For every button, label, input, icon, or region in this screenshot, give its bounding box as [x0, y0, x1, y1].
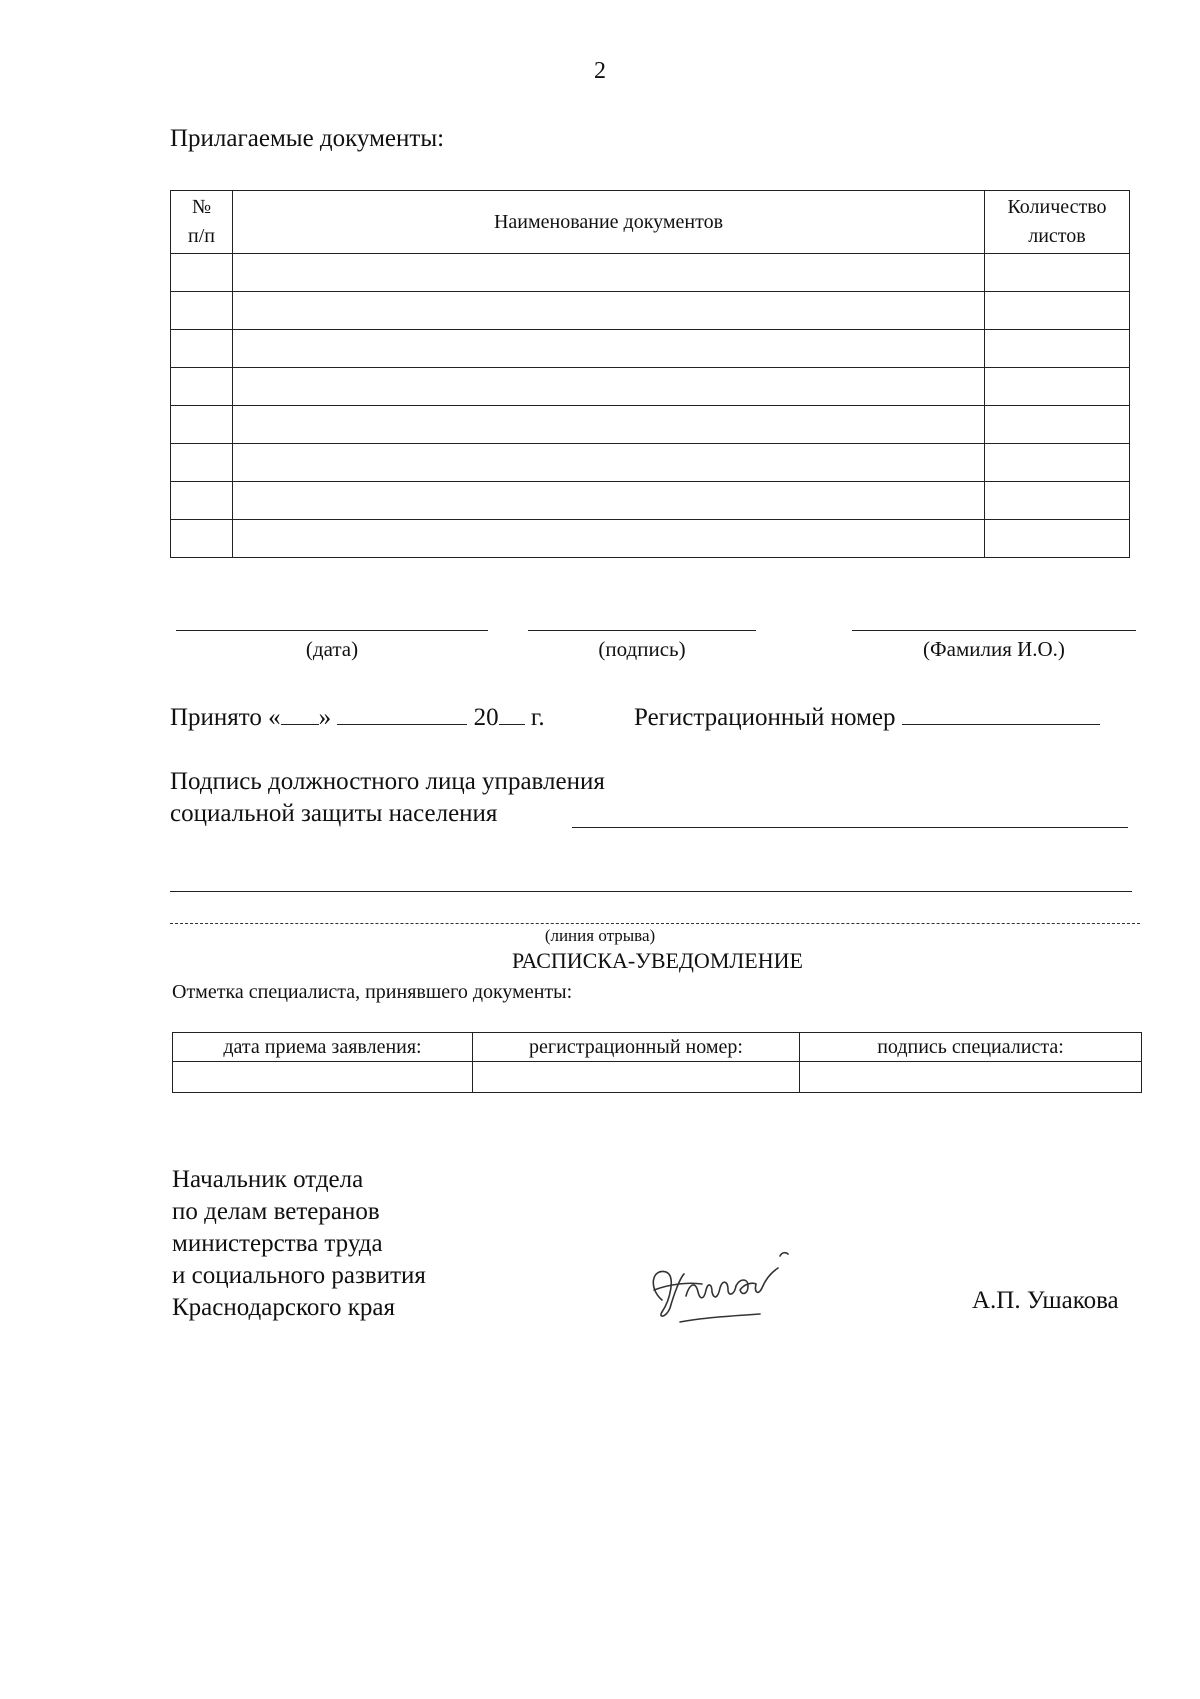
header-number — [171, 191, 233, 254]
cell-sheet-count[interactable] — [985, 520, 1130, 558]
official-signature-blank[interactable] — [572, 827, 1128, 828]
cell-sheet-count[interactable] — [985, 330, 1130, 368]
quote-close: » — [318, 704, 332, 731]
day-blank[interactable] — [281, 704, 319, 725]
tear-line-caption: (линия отрыва) — [544, 926, 656, 945]
receipt-cell-date[interactable] — [173, 1062, 473, 1093]
date-caption: (дата) — [305, 637, 359, 661]
table-row — [171, 482, 1130, 520]
receipt-table — [172, 1032, 1142, 1093]
signatory-line: и социального развития — [172, 1262, 426, 1289]
receipt-row — [173, 1062, 1142, 1093]
header-number-symbol: № — [191, 196, 212, 218]
cell-sheet-count[interactable] — [985, 254, 1130, 292]
receipt-header-signature: подпись специалиста: — [800, 1033, 1142, 1062]
year-prefix: 20 — [473, 704, 499, 731]
registration-number-blank[interactable] — [902, 704, 1100, 725]
cell-number[interactable] — [171, 444, 233, 482]
signatory-line: министерства труда — [172, 1230, 383, 1257]
cell-number[interactable] — [171, 254, 233, 292]
cell-document-name[interactable] — [233, 520, 985, 558]
table-row — [171, 254, 1130, 292]
cell-document-name[interactable] — [233, 406, 985, 444]
header-sheet-count-line1: Количество — [1007, 196, 1107, 218]
date-line[interactable] — [176, 630, 488, 631]
cell-document-name[interactable] — [233, 330, 985, 368]
table-header-row — [171, 191, 1130, 254]
accepted-row — [170, 704, 545, 732]
handwritten-signature — [640, 1238, 800, 1328]
table-row — [171, 368, 1130, 406]
cell-sheet-count[interactable] — [985, 406, 1130, 444]
signature-caption: (подпись) — [598, 637, 686, 661]
signature-line[interactable] — [528, 630, 756, 631]
cell-number[interactable] — [171, 482, 233, 520]
year-blank[interactable] — [499, 704, 525, 725]
cell-number[interactable] — [171, 330, 233, 368]
cell-number[interactable] — [171, 368, 233, 406]
cell-document-name[interactable] — [233, 444, 985, 482]
cell-document-name[interactable] — [233, 292, 985, 330]
cell-sheet-count[interactable] — [985, 444, 1130, 482]
cell-number[interactable] — [171, 292, 233, 330]
receipt-header-reg-number: регистрационный номер: — [473, 1033, 800, 1062]
blank-line[interactable] — [170, 891, 1132, 892]
full-name-line[interactable] — [852, 630, 1136, 631]
official-signature-line1: Подпись должностного лица управления — [170, 768, 605, 795]
cell-document-name[interactable] — [233, 482, 985, 520]
table-row — [171, 520, 1130, 558]
table-row — [171, 330, 1130, 368]
receipt-header-row — [173, 1033, 1142, 1062]
month-blank[interactable] — [337, 704, 467, 725]
year-suffix: г. — [524, 704, 545, 731]
header-document-name: Наименование документов — [233, 191, 985, 254]
signatory-name: А.П. Ушакова — [972, 1287, 1119, 1314]
cell-document-name[interactable] — [233, 254, 985, 292]
registration-number-label: Регистрационный номер — [634, 704, 896, 731]
signatory-line: Краснодарского края — [172, 1294, 395, 1321]
table-row — [171, 292, 1130, 330]
header-sheet-count-line2: листов — [1028, 225, 1086, 247]
attached-documents-table — [170, 190, 1130, 558]
official-signature-line2: социальной защиты населения — [170, 800, 498, 827]
table-row — [171, 406, 1130, 444]
accepted-label: Принято « — [170, 704, 281, 731]
cell-number[interactable] — [171, 406, 233, 444]
full-name-caption: (Фамилия И.О.) — [923, 637, 1065, 661]
table-row — [171, 444, 1130, 482]
receipt-header-date: дата приема заявления: — [173, 1033, 473, 1062]
registration-number-row — [634, 704, 1100, 732]
receipt-cell-signature[interactable] — [800, 1062, 1142, 1093]
header-sheet-count — [985, 191, 1130, 254]
attached-documents-heading: Прилагаемые документы: — [170, 125, 445, 152]
cell-number[interactable] — [171, 520, 233, 558]
receipt-title: РАСПИСКА-УВЕДОМЛЕНИЕ — [512, 948, 803, 973]
cell-sheet-count[interactable] — [985, 292, 1130, 330]
cell-document-name[interactable] — [233, 368, 985, 406]
signatory-line: по делам ветеранов — [172, 1198, 380, 1225]
signatory-block — [172, 1164, 426, 1324]
header-number-abbr: п/п — [188, 225, 215, 247]
signatory-line: Начальник отдела — [172, 1166, 364, 1193]
receipt-note: Отметка специалиста, принявшего документы: — [172, 981, 573, 1003]
page-number: 2 — [594, 58, 606, 84]
cell-sheet-count[interactable] — [985, 368, 1130, 406]
tear-line — [170, 923, 1140, 924]
receipt-cell-reg-number[interactable] — [473, 1062, 800, 1093]
cell-sheet-count[interactable] — [985, 482, 1130, 520]
